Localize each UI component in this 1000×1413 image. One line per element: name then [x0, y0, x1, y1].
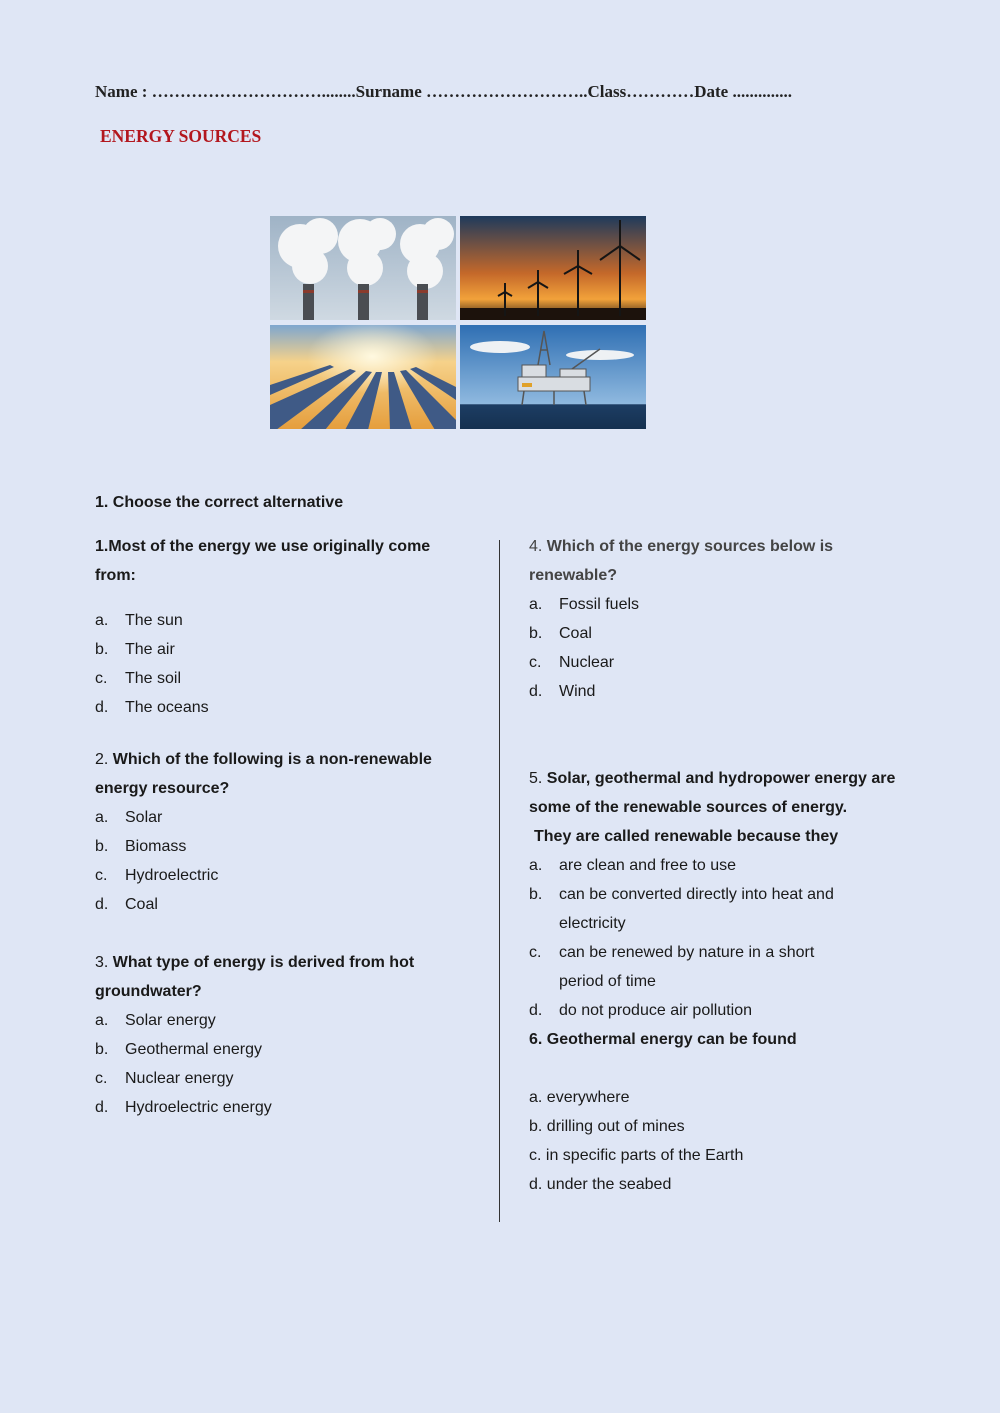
- option[interactable]: c. Nuclear energy: [95, 1070, 234, 1087]
- question-6-options: [529, 1083, 909, 1199]
- option[interactable]: b. Coal: [529, 625, 592, 642]
- question-6: [529, 1025, 909, 1199]
- question-3: [95, 948, 475, 1122]
- option[interactable]: c. Hydroelectric: [95, 867, 219, 884]
- option[interactable]: b. Geothermal energy: [95, 1041, 262, 1058]
- energy-collage: [270, 216, 646, 430]
- option[interactable]: d. The oceans: [95, 699, 209, 716]
- question-5-text: 5. Solar, geothermal and hydropower energy are some of the renewable sources of energy.: [529, 770, 896, 816]
- question-3-options: [95, 1006, 475, 1122]
- smokestacks-photo: [270, 216, 456, 320]
- question-5-text-continued: They are called renewable because they: [534, 828, 839, 845]
- question-1: [95, 532, 475, 722]
- question-5-options: [529, 851, 909, 1025]
- option[interactable]: c. Nuclear: [529, 654, 615, 671]
- question-6-text: 6. Geothermal energy can be found: [529, 1031, 797, 1048]
- question-1-options: [95, 606, 475, 722]
- option[interactable]: d. Coal: [95, 896, 158, 913]
- question-1-text: 1.Most of the energy we use originally come from:: [95, 538, 431, 584]
- option[interactable]: d. Hydroelectric energy: [95, 1099, 272, 1116]
- oil-platform-photo: [460, 325, 646, 429]
- option[interactable]: a. everywhere: [529, 1089, 630, 1106]
- column-divider: [499, 540, 500, 1222]
- option[interactable]: a. Solar energy: [95, 1012, 216, 1029]
- question-2-text: 2. Which of the following is a non-renewable energy resource?: [95, 751, 432, 797]
- option[interactable]: d. under the seabed: [529, 1176, 672, 1193]
- question-4-options: [529, 590, 909, 706]
- worksheet-title: ENERGY SOURCES: [100, 126, 262, 146]
- option[interactable]: b. drilling out of mines: [529, 1118, 685, 1135]
- question-2-options: [95, 803, 475, 919]
- question-5: [529, 764, 909, 1025]
- option[interactable]: c. The soil: [95, 670, 182, 687]
- option[interactable]: c. can be renewed by nature in a short period of time: [529, 944, 815, 990]
- option[interactable]: a. are clean and free to use: [529, 857, 737, 874]
- option[interactable]: d. do not produce air pollution: [529, 1002, 753, 1019]
- question-2: [95, 745, 475, 919]
- right-column: [529, 532, 909, 1199]
- student-info-line: Name : …………………………........Surname ………………………..Class…………Date ..............: [95, 82, 792, 101]
- section-heading: 1. Choose the correct alternative: [95, 494, 344, 511]
- option[interactable]: b. can be converted directly into heat and electricity: [529, 886, 834, 932]
- wind-turbines-photo: [460, 216, 646, 320]
- question-3-text: 3. What type of energy is derived from hot groundwater?: [95, 954, 415, 1000]
- option[interactable]: c. in specific parts of the Earth: [529, 1147, 744, 1164]
- question-4-text: 4. Which of the energy sources below is renewable?: [529, 538, 834, 584]
- option[interactable]: b. The air: [95, 641, 175, 658]
- option[interactable]: a. The sun: [95, 612, 183, 629]
- option[interactable]: d. Wind: [529, 683, 596, 700]
- option[interactable]: a. Solar: [95, 809, 163, 826]
- solar-panels-photo: [270, 325, 456, 429]
- option[interactable]: b. Biomass: [95, 838, 187, 855]
- option[interactable]: a. Fossil fuels: [529, 596, 640, 613]
- question-4: [529, 532, 909, 706]
- left-column: [95, 532, 475, 1122]
